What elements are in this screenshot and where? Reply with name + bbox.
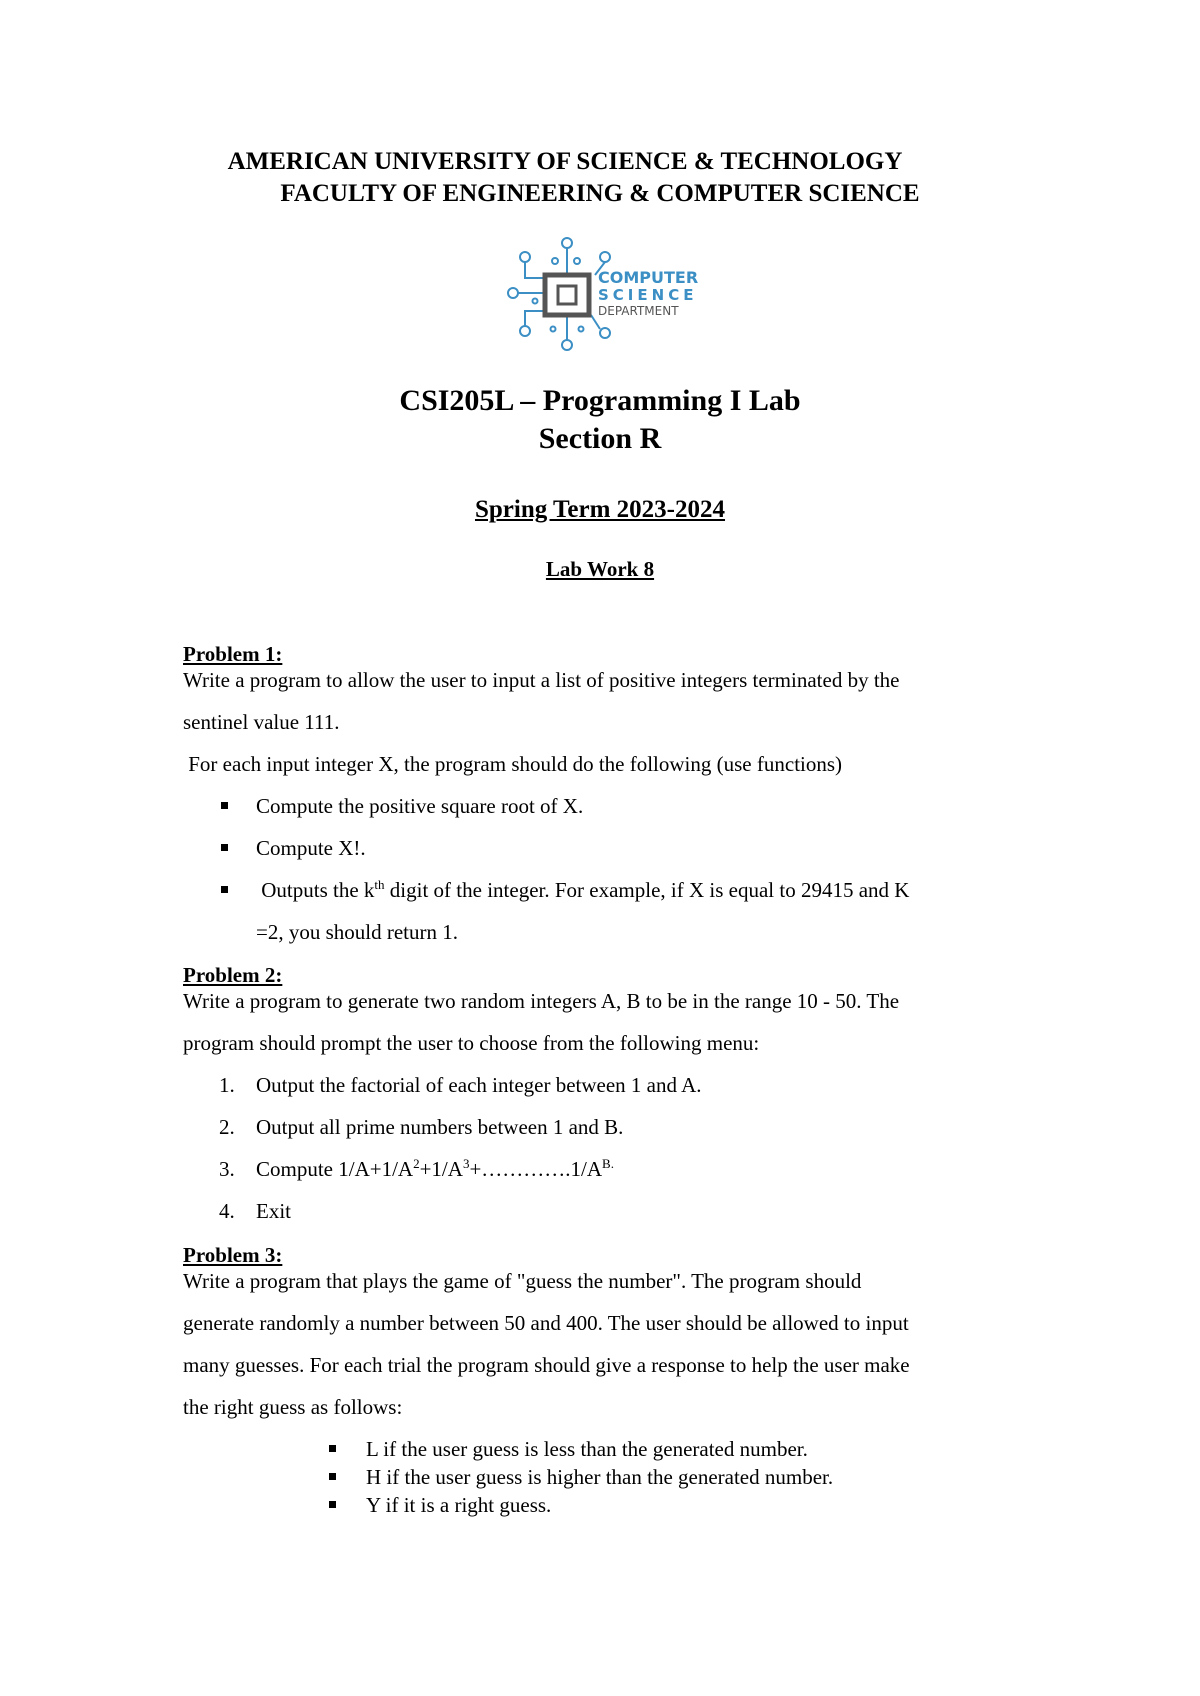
menu-item-1: Output the factorial of each integer between 1 and A.	[256, 1073, 702, 1097]
course-title: CSI205L – Programming I Lab	[399, 384, 801, 417]
menu-item-3: Compute $1/A+1/A^2+1/A^3+\dots\dots\dots\dots.1/A^{B.}$	[256, 1156, 614, 1181]
menu-item-number: 2.	[219, 1115, 235, 1139]
bullet-marker	[221, 802, 228, 809]
problem3-bullet1: L if the user guess is less than the generated number.	[366, 1437, 808, 1461]
problem1-line3: For each input integer X, the program should do the following (use functions)	[183, 752, 843, 776]
svg-text:DEPARTMENT: DEPARTMENT	[598, 304, 679, 318]
problem1-bullet3-cont: =2, you should return 1.	[256, 920, 458, 944]
university-name: AMERICAN UNIVERSITY OF SCIENCE & TECHNOLOGY	[227, 148, 903, 175]
problem2-heading: Problem 2:	[183, 963, 283, 987]
lab-work-title: Lab Work 8	[545, 557, 655, 581]
problem2-line1: Write a program to generate two random integers A, B to be in the range 10 - 50. The	[183, 989, 900, 1013]
problem3-bullet2: H if the user guess is higher than the generated number.	[366, 1465, 834, 1489]
menu-item-number: 1.	[219, 1073, 235, 1097]
problem3-bullet3: Y if it is a right guess.	[366, 1493, 552, 1517]
problem3-line3: many guesses. For each trial the program should give a response to help the user make	[183, 1353, 910, 1377]
circuit-chip-icon	[505, 233, 705, 358]
bullet-marker	[329, 1473, 336, 1480]
menu-item-number: 4.	[219, 1199, 235, 1223]
bullet-marker	[329, 1445, 336, 1452]
problem1-bullet2: Compute X!.	[256, 836, 366, 860]
menu-item-number: 3.	[219, 1157, 235, 1181]
course-section: Section R	[538, 422, 662, 455]
bullet-marker	[329, 1501, 336, 1508]
faculty-name: FACULTY OF ENGINEERING & COMPUTER SCIENCE	[280, 180, 920, 207]
problem1-bullet1: Compute the positive square root of X.	[256, 794, 584, 818]
problem1-bullet3: Outputs the $k^{th}$ digit of the integer. For example, if X is equal to 29415 and K	[256, 877, 910, 902]
bullet-marker	[221, 886, 228, 893]
menu-item-4: Exit	[256, 1199, 291, 1223]
problem2-line2: program should prompt the user to choose from the following menu:	[183, 1031, 760, 1055]
svg-text:COMPUTER: COMPUTER	[598, 268, 699, 287]
problem1-line1: Write a program to allow the user to input a list of positive integers terminated by the	[183, 668, 900, 692]
menu-item-2: Output all prime numbers between 1 and B.	[256, 1115, 624, 1139]
problem3-line4: the right guess as follows:	[183, 1395, 403, 1419]
department-logo	[505, 233, 705, 358]
term-title: Spring Term 2023-2024	[474, 496, 726, 523]
svg-text:SCIENCE: SCIENCE	[598, 286, 698, 304]
problem3-line2: generate randomly a number between 50 and 400. The user should be allowed to input	[183, 1311, 909, 1335]
bullet-marker	[221, 844, 228, 851]
problem3-line1: Write a program that plays the game of "guess the number". The program should	[183, 1269, 862, 1293]
problem1-heading: Problem 1:	[183, 642, 283, 666]
problem1-line2: sentinel value 111.	[183, 710, 340, 734]
problem3-heading: Problem 3:	[183, 1243, 283, 1267]
